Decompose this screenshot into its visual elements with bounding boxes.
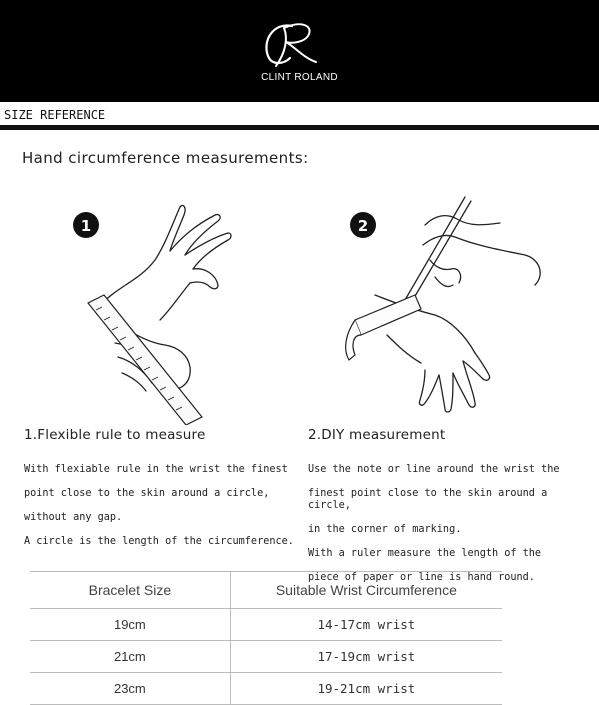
diy-measurement-illustration bbox=[335, 185, 550, 425]
step2-line: in the corner of marking. bbox=[308, 524, 462, 535]
step1-description bbox=[24, 452, 294, 560]
step2-line: finest point close to the skin around a circle, bbox=[308, 488, 548, 511]
step2-line: With a ruler measure the length of the bbox=[308, 548, 542, 559]
step-number: 2 bbox=[357, 217, 369, 235]
step-number-badge bbox=[73, 212, 99, 238]
step2-title: 2.DIY measurement bbox=[308, 427, 446, 443]
bracelet-size-cell: 23cm bbox=[30, 673, 230, 705]
cr-monogram-icon bbox=[254, 18, 324, 72]
column-header-wrist-circumference: Suitable Wrist Circumference bbox=[230, 572, 502, 609]
step1-line: without any gap. bbox=[24, 512, 123, 523]
step1-line: With flexiable rule in the wrist the finest bbox=[24, 464, 288, 475]
step-number-badge bbox=[350, 212, 376, 238]
table-row bbox=[30, 641, 502, 673]
measuring-tape bbox=[88, 295, 202, 425]
table-header-row bbox=[30, 572, 502, 609]
step2-line: Use the note or line around the wrist the bbox=[308, 464, 560, 475]
brand-name: CLINT ROLAND bbox=[261, 72, 338, 83]
step2-line: piece of paper or line is hand round. bbox=[308, 572, 535, 583]
section-divider bbox=[0, 125, 599, 130]
bracelet-size-cell: 19cm bbox=[30, 609, 230, 641]
step1-line: A circle is the length of the circumference. bbox=[24, 536, 294, 547]
column-header-bracelet-size: Bracelet Size bbox=[30, 572, 230, 609]
step-number: 1 bbox=[80, 217, 92, 235]
page-title: Hand circumference measurements: bbox=[22, 149, 309, 167]
wrist-circumference-cell: 14-17cm wrist bbox=[230, 609, 502, 641]
wrist-circumference-cell: 19-21cm wrist bbox=[230, 673, 502, 705]
section-label: SIZE REFERENCE bbox=[4, 108, 106, 122]
brand-header bbox=[0, 0, 599, 102]
wrist-circumference-cell: 17-19cm wrist bbox=[230, 641, 502, 673]
bracelet-size-cell: 21cm bbox=[30, 641, 230, 673]
paper-strip bbox=[346, 295, 421, 360]
size-chart-table bbox=[30, 571, 502, 705]
table-row bbox=[30, 609, 502, 641]
step1-line: point close to the skin around a circle, bbox=[24, 488, 270, 499]
step1-title: 1.Flexible rule to measure bbox=[24, 427, 206, 443]
flexible-rule-illustration bbox=[60, 185, 260, 425]
